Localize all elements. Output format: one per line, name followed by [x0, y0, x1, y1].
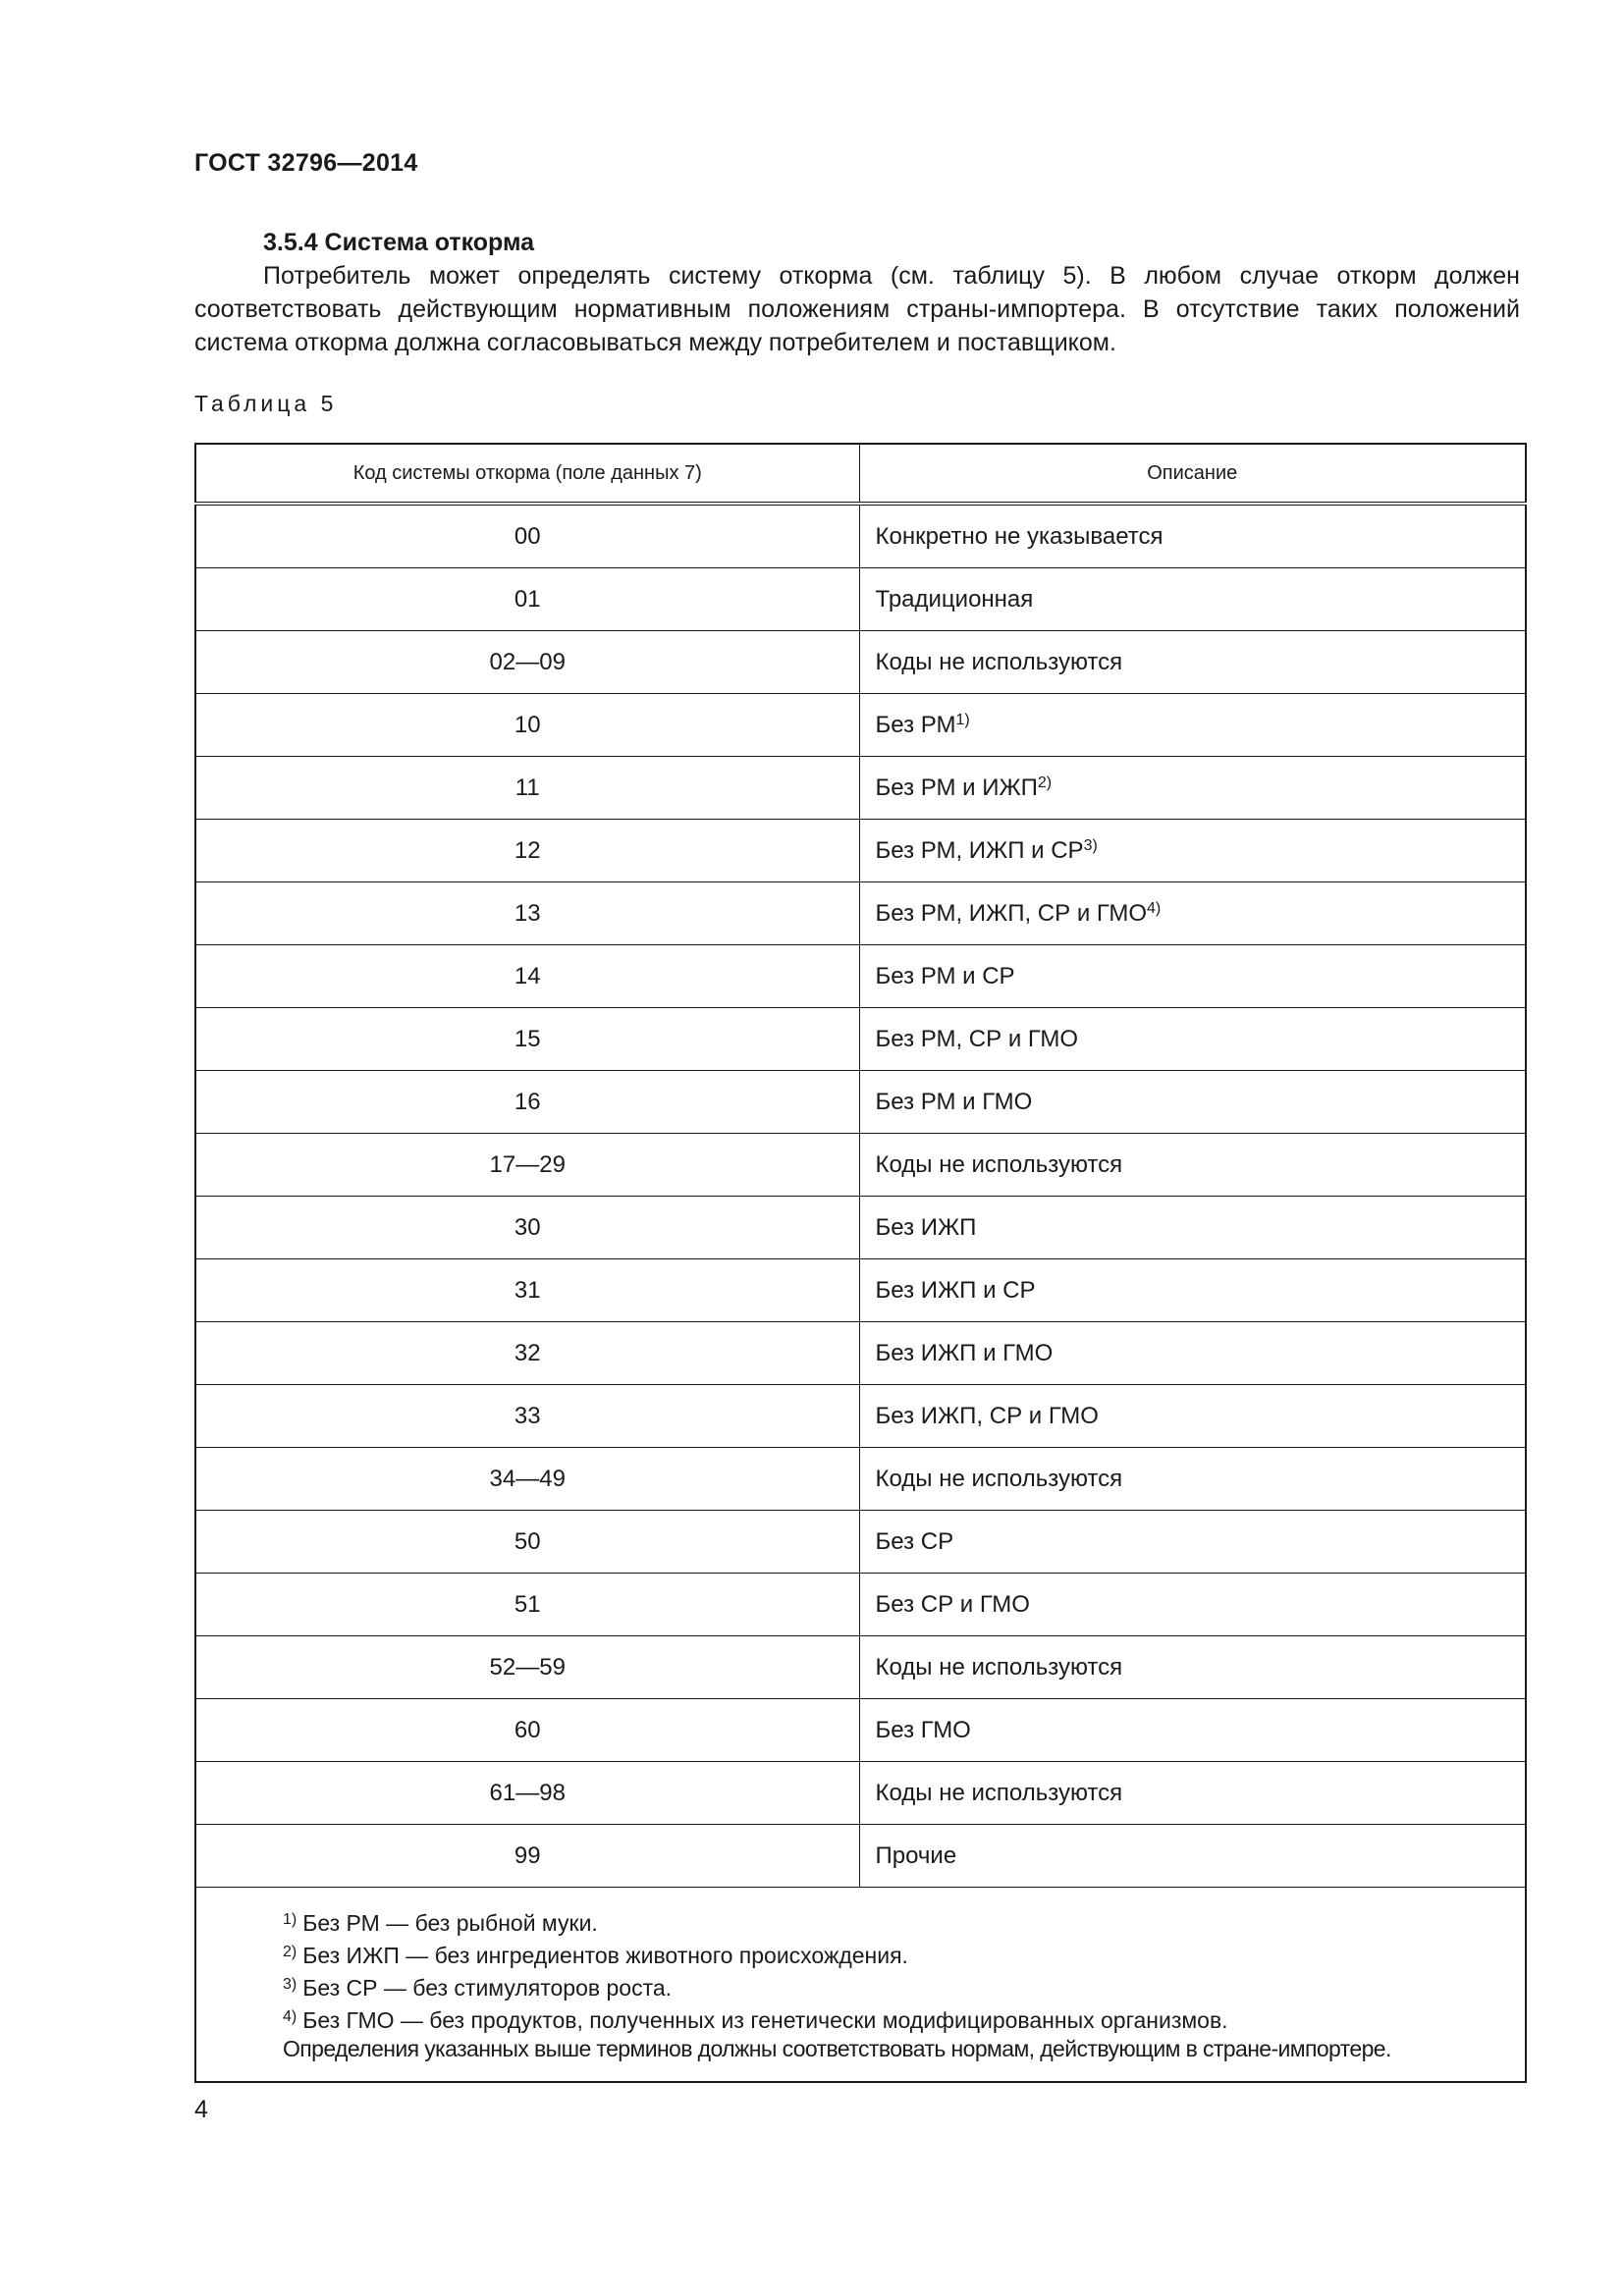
footnotes-cell [195, 1888, 1526, 2083]
table-caption: Таблица 5 [194, 391, 338, 416]
footnote-mark: 3) [283, 1976, 298, 1993]
table-row [195, 1636, 1526, 1699]
footnote-ref: 1) [955, 711, 970, 728]
row-description-text: Коды не используются [875, 1779, 1123, 1806]
row-description [859, 1322, 1526, 1385]
row-description-text: Без ИЖП, СР и ГМО [875, 1402, 1099, 1429]
row-description [859, 1699, 1526, 1762]
footnote-ref: 4) [1147, 899, 1162, 917]
row-description-text: Без СР [875, 1527, 954, 1555]
table-row [195, 1197, 1526, 1259]
header-code: Код системы откорма (поле данных 7) [195, 444, 859, 504]
row-description-text: Без ГМО [875, 1716, 971, 1743]
row-description [859, 1511, 1526, 1574]
table-row [195, 1762, 1526, 1825]
row-description-text: Без СР и ГМО [875, 1590, 1030, 1618]
table-row [195, 1574, 1526, 1636]
row-description [859, 1008, 1526, 1071]
row-code: 14 [195, 945, 859, 1008]
page-number: 4 [194, 2096, 208, 2123]
row-code: 31 [195, 1259, 859, 1322]
row-code: 99 [195, 1825, 859, 1888]
row-description [859, 945, 1526, 1008]
table-row [195, 820, 1526, 882]
row-code: 50 [195, 1511, 859, 1574]
row-code: 32 [195, 1322, 859, 1385]
row-description-text: Без РМ и СР [875, 962, 1015, 989]
footnote-mark: 1) [283, 1911, 298, 1928]
header-description: Описание [859, 444, 1526, 504]
footnote-mark: 4) [283, 2008, 298, 2025]
row-description-text: Без ИЖП и СР [875, 1276, 1036, 1304]
row-description [859, 1197, 1526, 1259]
row-description-text: Без РМ, СР и ГМО [875, 1025, 1078, 1052]
table-row [195, 1134, 1526, 1197]
row-code: 17—29 [195, 1134, 859, 1197]
row-description-text: Без РМ и ИЖП [875, 774, 1038, 801]
table-header-row [195, 444, 1526, 504]
row-code: 60 [195, 1699, 859, 1762]
table-row [195, 1259, 1526, 1322]
table-row [195, 1008, 1526, 1071]
footnote [283, 1970, 1509, 2002]
table-row [195, 694, 1526, 757]
row-code: 01 [195, 568, 859, 631]
row-description [859, 1134, 1526, 1197]
section-paragraph: Потребитель может определять систему откорма (см. таблицу 5). В любом случае откорм должен соответствовать действующим нормативным положениям страны-импортера. В отсутствие таких положений система откорма должна согласовываться между потребителем и поставщиком. [194, 262, 1520, 356]
table-row [195, 1071, 1526, 1134]
row-description [859, 1071, 1526, 1134]
table-row [195, 945, 1526, 1008]
row-description-text: Коды не используются [875, 1653, 1123, 1681]
row-description [859, 882, 1526, 945]
table-row [195, 1511, 1526, 1574]
table-row [195, 1322, 1526, 1385]
row-description-text: Без РМ и ГМО [875, 1088, 1033, 1115]
row-description [859, 1385, 1526, 1448]
footnote-text: Без РМ — без рыбной муки. [302, 1910, 598, 1936]
row-description [859, 568, 1526, 631]
row-description [859, 1574, 1526, 1636]
row-code: 11 [195, 757, 859, 820]
row-description-text: Без ИЖП и ГМО [875, 1339, 1054, 1366]
row-description [859, 694, 1526, 757]
row-code: 34—49 [195, 1448, 859, 1511]
row-description-text: Коды не используются [875, 1465, 1123, 1492]
row-description [859, 1825, 1526, 1888]
row-description-text: Прочие [875, 1842, 957, 1869]
row-description [859, 1636, 1526, 1699]
row-code: 61—98 [195, 1762, 859, 1825]
footnote [283, 2002, 1509, 2035]
footnote-ref: 3) [1083, 836, 1098, 854]
table-row [195, 757, 1526, 820]
row-description-text: Коды не используются [875, 648, 1123, 675]
row-description-text: Коды не используются [875, 1150, 1123, 1178]
table-row [195, 1825, 1526, 1888]
footnote-text: Без ГМО — без продуктов, полученных из генетически модифицированных организмов. [302, 2007, 1228, 2033]
row-code: 02—09 [195, 631, 859, 694]
row-code: 51 [195, 1574, 859, 1636]
footnotes-row [195, 1888, 1526, 2083]
table-row [195, 504, 1526, 568]
row-code: 13 [195, 882, 859, 945]
table-row [195, 1448, 1526, 1511]
section-3-5-4 [194, 226, 1520, 359]
row-code: 16 [195, 1071, 859, 1134]
document-id-header: ГОСТ 32796—2014 [194, 149, 418, 177]
row-description-text: Без ИЖП [875, 1213, 977, 1241]
row-code: 00 [195, 504, 859, 568]
table-body [195, 504, 1526, 1888]
row-description [859, 1259, 1526, 1322]
row-description-text: Без РМ [875, 711, 956, 738]
table-row [195, 1385, 1526, 1448]
row-description [859, 504, 1526, 568]
row-description [859, 820, 1526, 882]
footnote [283, 1938, 1509, 1970]
row-description-text: Без РМ, ИЖП, СР и ГМО [875, 899, 1147, 927]
feeding-system-table [194, 443, 1527, 2083]
row-code: 52—59 [195, 1636, 859, 1699]
row-description [859, 631, 1526, 694]
row-code: 12 [195, 820, 859, 882]
footnote-mark: 2) [283, 1944, 298, 1960]
row-code: 33 [195, 1385, 859, 1448]
row-description-text: Традиционная [875, 585, 1034, 613]
row-description [859, 1762, 1526, 1825]
row-description [859, 1448, 1526, 1511]
row-code: 10 [195, 694, 859, 757]
row-code: 15 [195, 1008, 859, 1071]
row-description [859, 757, 1526, 820]
footnote-definitions-note: Определения указанных выше терминов должны соответствовать нормам, действующим в стране-импортере. [283, 2036, 1391, 2061]
footnote-text: Без СР — без стимуляторов роста. [302, 1975, 673, 2001]
footnote-text: Без ИЖП — без ингредиентов животного происхождения. [302, 1943, 908, 1968]
row-description-text: Конкретно не указывается [875, 522, 1164, 550]
section-title: 3.5.4 Система откорма [263, 229, 535, 256]
table-row [195, 568, 1526, 631]
row-description-text: Без РМ, ИЖП и СР [875, 836, 1084, 864]
footnote [283, 1905, 1509, 1938]
footnote-ref: 2) [1037, 774, 1053, 791]
table-row [195, 1699, 1526, 1762]
table-row [195, 631, 1526, 694]
row-code: 30 [195, 1197, 859, 1259]
table-row [195, 882, 1526, 945]
